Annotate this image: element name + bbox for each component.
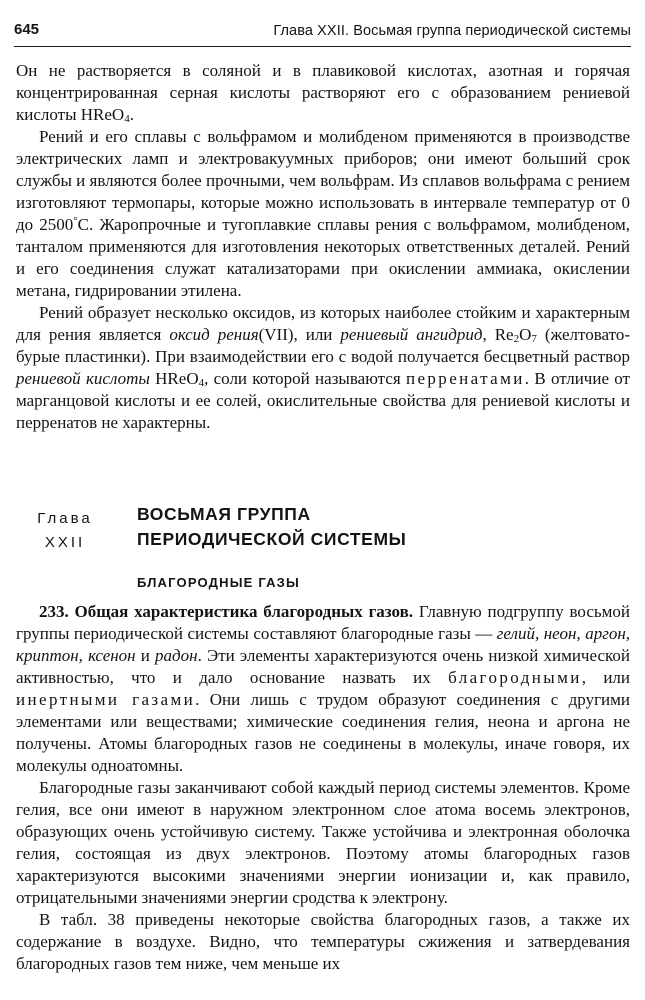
chapter-label-word: Глава <box>37 510 93 527</box>
chapter-title-line-2: ПЕРИОДИЧЕСКОЙ СИСТЕМЫ <box>137 529 407 549</box>
page-header <box>14 20 631 47</box>
paragraph-rhenium-solubility: Он не растворяется в соляной и в плавиковой кислотах, азотная и горячая концентрированная серная кислоты растворяют его с образованием рениевой кислоты HReO$_4$. <box>16 61 630 125</box>
section-heading: 233. Общая характеристика благородных газов. <box>39 602 414 621</box>
paragraph-table-reference: В табл. 38 приведены некоторые свойства благородных газов, а также их содержание в воздухе. Видно, что температуры сжижения и затвердевания благородных газов тем ниже, чем меньше их <box>16 910 630 973</box>
paragraph-noble-gases-overview: 233. Общая характеристика благородных газов. Главную подгруппу восьмой группы периодической системы составляют благородные газы — гелий, неон, аргон, криптон, ксенон и радон. Эти элементы характеризуются очень низкой химической активностью, что и дало основание назвать их благородными, или инертными газами. Они лишь с трудом образуют соединения с другими элементами или веществами; химические соединения гелия, неона и аргона не получены. Атомы благородных газов не соединены в молекулы, иначе говоря, их молекулы одноатомны. <box>16 602 631 775</box>
section-title: БЛАГОРОДНЫЕ ГАЗЫ <box>137 575 300 590</box>
noble-gases-text-block <box>16 601 630 975</box>
chapter-label <box>22 507 108 555</box>
rhenium-text-block <box>16 60 630 434</box>
paragraph-electron-structure: Благородные газы заканчивают собой каждый период системы элементов. Кроме гелия, все они имеют в наружном электронном слое атома восемь электронов, образующих очень устойчивую систему. Также устойчива и электронная оболочка гелия, состоящая из двух электронов. Поэтому атомы благородных газов характеризуются высокими значениями энергии ионизации и, как правило, отрицательными значениями энергии сродства к электрону. <box>16 778 630 907</box>
page-number: 645 <box>14 21 40 38</box>
paragraph-rhenium-alloys: Рений и его сплавы с вольфрамом и молибденом применяются в производстве электрических ламп и электровакуумных приборов; они имеют больший срок службы и являются более прочными, чем вольфрам. Из сплавов вольфрама с рением изготовляют термопары, которые можно использовать в интервале температур от 0 до 2500°C. Жаропрочные и тугоплавкие сплавы рения с вольфрамом, молибденом, танталом применяются для изготовления некоторых ответственных деталей. Рений и его соединения служат катализаторами при окислении аммиака, окислении метана, гидрировании этилена. <box>16 127 630 300</box>
running-title: Глава XXII. Восьмая группа периодической системы <box>273 23 631 39</box>
chapter-number: XXII <box>44 534 86 551</box>
chapter-title <box>137 502 406 552</box>
paragraph-rhenium-oxides: Рений образует несколько оксидов, из которых наиболее стойким и характерным для рения является оксид рения(VII), или рениевый ангидрид, $Re_2O_7$ (желтовато-бурые пластинки). При взаимодействии его с водой получается бесцветный раствор рениевой кислоты HReO$_4$, соли которой называются перренатами. В отличие от марганцовой кислоты и ее солей, окислительные свойства для рениевой кислоты и перренатов не характерны. <box>16 303 631 432</box>
chapter-title-line-1: ВОСЬМАЯ ГРУППА <box>137 504 311 524</box>
